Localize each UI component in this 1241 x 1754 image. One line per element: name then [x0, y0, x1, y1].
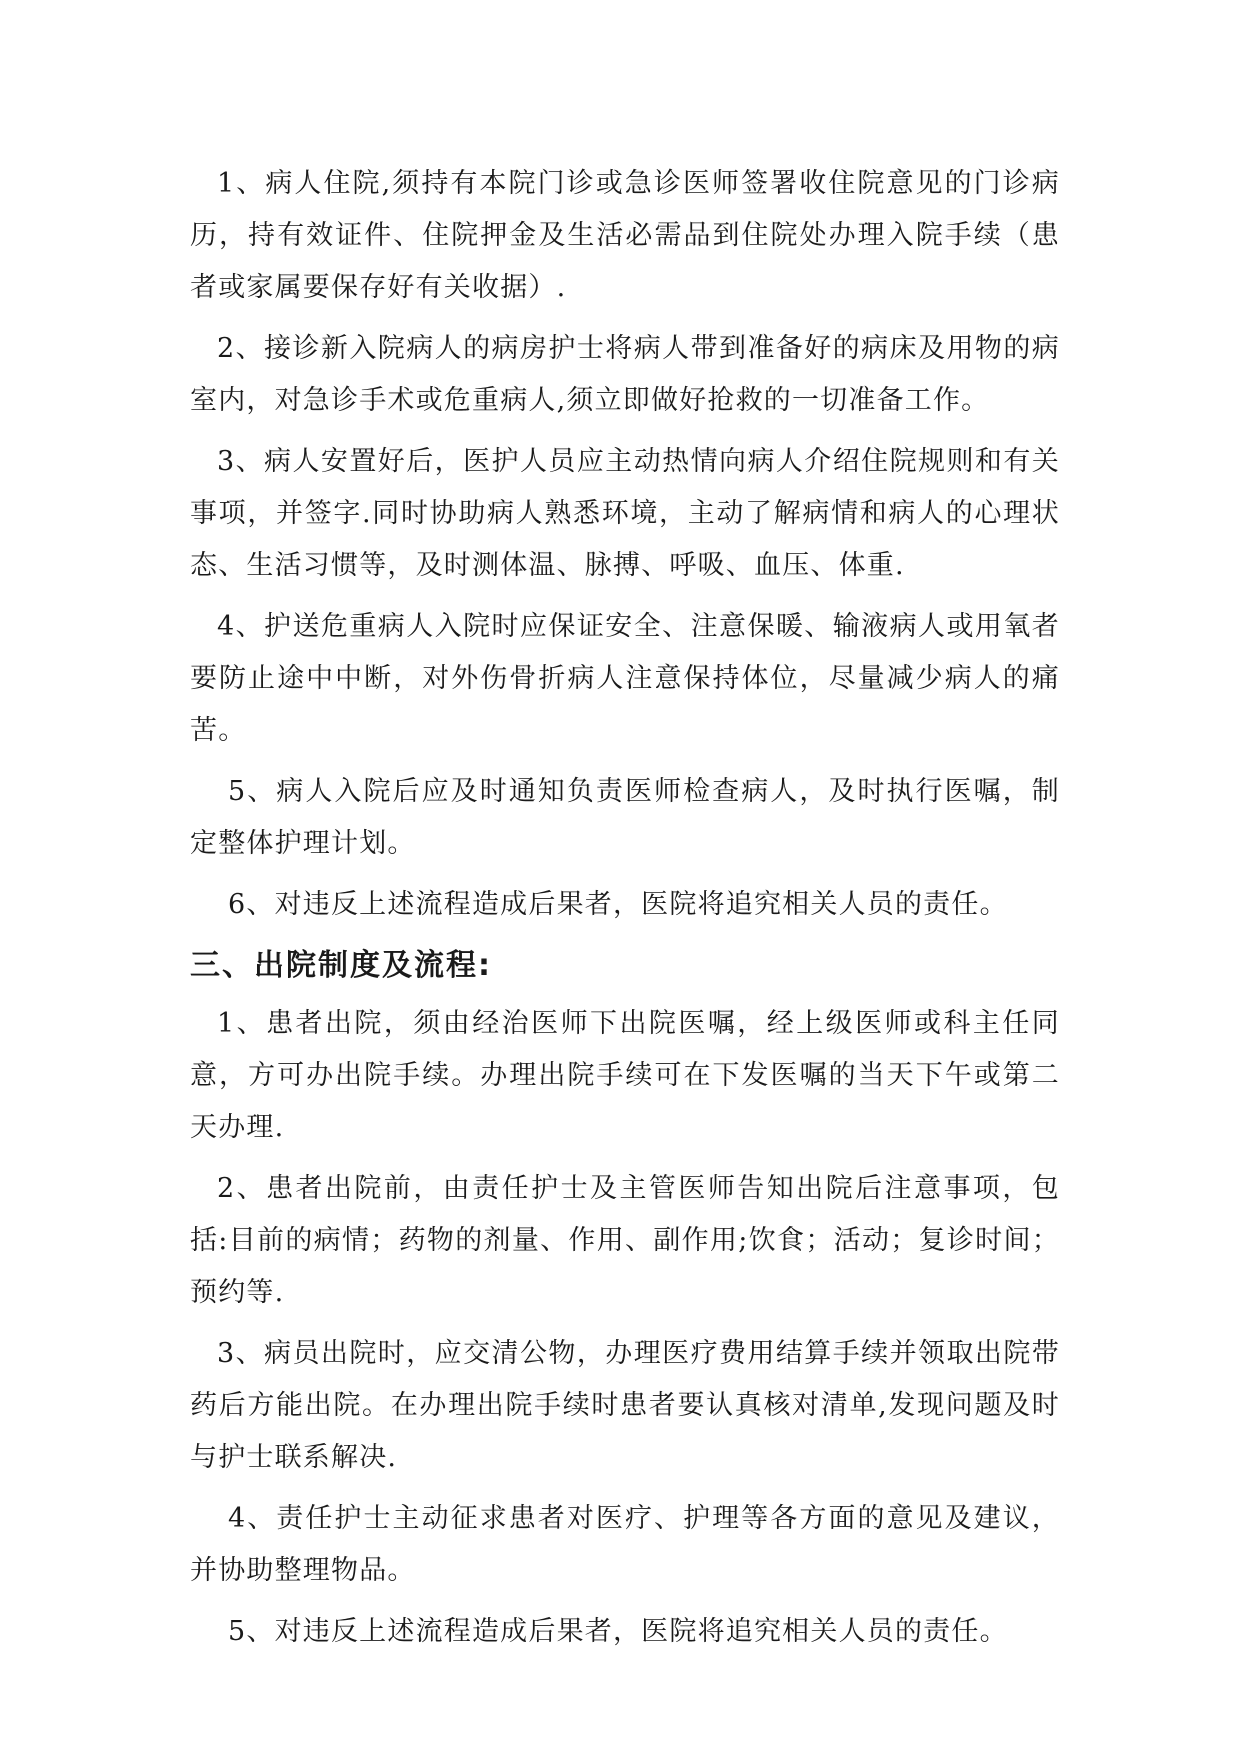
- section-heading-discharge: 三、出院制度及流程:: [190, 948, 492, 983]
- admission-item-4: 4、护送危重病人入院时应保证安全、注意保暖、输液病人或用氧者要防止途中中断，对外伤骨折病人注意保持体位，尽量减少病人的痛苦。: [190, 611, 1060, 746]
- admission-item-6: 6、对违反上述流程造成后果者，医院将追究相关人员的责任。: [228, 889, 1008, 920]
- document-page: [190, 158, 1060, 1667]
- admission-item-1: 1、病人住院,须持有本院门诊或急诊医师签署收住院意见的门诊病历，持有效证件、住院押金及生活必需品到住院处办理入院手续（患者或家属要保存好有关收据）.: [190, 168, 1060, 303]
- discharge-item-5: 5、对违反上述流程造成后果者，医院将追究相关人员的责任。: [228, 1616, 1008, 1647]
- admission-item-3: 3、病人安置好后，医护人员应主动热情向病人介绍住院规则和有关事项，并签字.同时协助病人熟悉环境，主动了解病情和病人的心理状态、生活习惯等，及时测体温、脉搏、呼吸、血压、体重.: [190, 446, 1060, 581]
- discharge-item-1: 1、患者出院，须由经治医师下出院医嘱，经上级医师或科主任同意，方可办出院手续。办理出院手续可在下发医嘱的当天下午或第二天办理.: [190, 1008, 1060, 1143]
- admission-item-5: 5、病人入院后应及时通知负责医师检查病人，及时执行医嘱，制定整体护理计划。: [190, 776, 1060, 859]
- discharge-item-4: 4、责任护士主动征求患者对医疗、护理等各方面的意见及建议，并协助整理物品。: [190, 1503, 1060, 1586]
- discharge-item-2: 2、患者出院前，由责任护士及主管医师告知出院后注意事项，包括:目前的病情；药物的剂量、作用、副作用;饮食；活动；复诊时间；预约等.: [190, 1173, 1060, 1308]
- discharge-item-3: 3、病员出院时，应交清公物，办理医疗费用结算手续并领取出院带药后方能出院。在办理出院手续时患者要认真核对清单,发现问题及时与护士联系解决.: [190, 1338, 1060, 1473]
- admission-item-2: 2、接诊新入院病人的病房护士将病人带到准备好的病床及用物的病室内，对急诊手术或危重病人,须立即做好抢救的一切准备工作。: [190, 333, 1060, 416]
